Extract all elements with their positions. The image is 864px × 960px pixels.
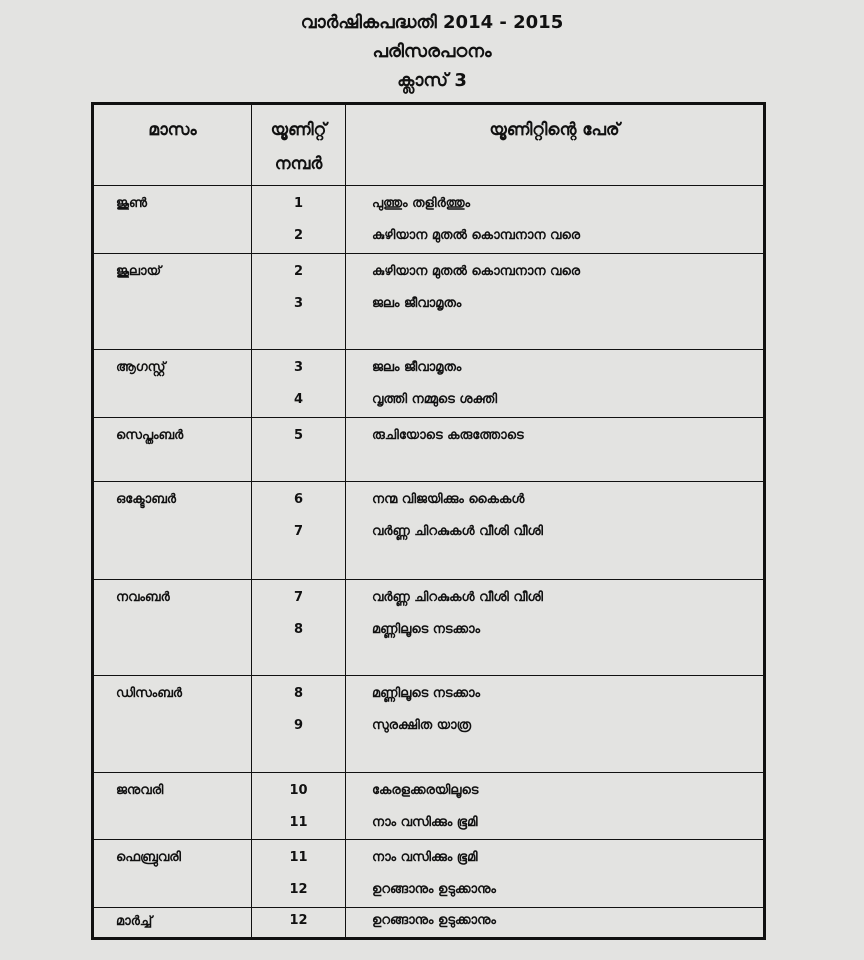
unit-number-cell xyxy=(252,676,346,773)
month-cell: ഡിസംബർ xyxy=(94,676,252,773)
unit-number: 4 xyxy=(293,392,304,408)
table-row xyxy=(94,350,764,417)
month-cell: ഒക്ടോബർ xyxy=(94,482,252,580)
unit-name: കേരളക്കരയിലൂടെ xyxy=(372,782,479,798)
unit-name-cell xyxy=(346,676,764,773)
unit-name-cell xyxy=(346,350,764,417)
header-unit-name: യൂണിറ്റിന്റെ പേര് xyxy=(346,105,764,186)
unit-number: 3 xyxy=(293,295,304,311)
unit-number: 11 xyxy=(289,814,308,830)
table-row xyxy=(94,482,764,580)
month-cell: ജൂലായ് xyxy=(94,253,252,350)
unit-number: 1 xyxy=(293,196,304,212)
class-title: ക്ലാസ് 3 xyxy=(397,70,467,91)
unit-number: 8 xyxy=(293,686,304,702)
month-cell: ജൂൺ xyxy=(94,186,252,253)
plan-title: വാർഷികപദ്ധതി 2014 - 2015 xyxy=(300,12,564,33)
document-header xyxy=(0,8,864,95)
unit-number-cell xyxy=(252,772,346,839)
unit-name-cell xyxy=(346,417,764,481)
unit-name: ഉറങ്ങാനും ഉടുക്കാനും xyxy=(372,912,496,928)
unit-name: വൃത്തി നമ്മുടെ ശക്തി xyxy=(372,392,498,408)
table-row xyxy=(94,840,764,907)
unit-name: ജലം ജീവാമൃതം xyxy=(372,295,462,311)
table-row xyxy=(94,772,764,839)
unit-number: 12 xyxy=(289,882,308,898)
table-row xyxy=(94,186,764,253)
unit-name: ഉറങ്ങാനും ഉടുക്കാനും xyxy=(372,882,496,898)
unit-number: 6 xyxy=(293,492,304,508)
unit-name: കുഴിയാന മുതൽ കൊമ്പനാന വരെ xyxy=(372,228,581,244)
annual-plan-table xyxy=(91,102,766,940)
unit-number: 2 xyxy=(293,263,304,279)
table-header-row xyxy=(94,105,764,186)
unit-name-cell xyxy=(346,840,764,907)
header-month: മാസം xyxy=(94,105,252,186)
unit-number-cell xyxy=(252,907,346,937)
header-unit-number xyxy=(252,105,346,186)
month-cell: സെപ്തംബർ xyxy=(94,417,252,481)
header-unit-number-line1: യൂണിറ്റ് xyxy=(270,120,327,140)
unit-name: മണ്ണിലൂടെ നടക്കാം xyxy=(372,621,481,637)
unit-name-cell xyxy=(346,907,764,937)
unit-name-cell xyxy=(346,253,764,350)
subject-title: പരിസരപഠനം xyxy=(372,41,492,62)
unit-number-cell xyxy=(252,482,346,580)
unit-number: 7 xyxy=(293,524,304,540)
unit-number: 2 xyxy=(293,228,304,244)
month-cell: ജനുവരി xyxy=(94,772,252,839)
table-row xyxy=(94,579,764,676)
unit-name: ജലം ജീവാമൃതം xyxy=(372,360,462,376)
unit-name: നാം വസിക്കും ഭൂമി xyxy=(372,814,478,830)
unit-number-cell xyxy=(252,253,346,350)
unit-number: 3 xyxy=(293,360,304,376)
unit-name: സുരക്ഷിത യാത്ര xyxy=(372,718,472,734)
unit-number-cell xyxy=(252,350,346,417)
unit-name: മണ്ണിലൂടെ നടക്കാം xyxy=(372,686,481,702)
month-cell: മാർച്ച് xyxy=(94,907,252,937)
unit-name: പുത്തും തളിർത്തും xyxy=(372,196,471,212)
table-row xyxy=(94,417,764,481)
table-row xyxy=(94,907,764,937)
unit-name: രുചിയോടെ കരുത്തോടെ xyxy=(372,427,524,443)
table-row xyxy=(94,253,764,350)
unit-number: 8 xyxy=(293,621,304,637)
header-unit-number-line2: നമ്പർ xyxy=(274,154,323,174)
unit-name: കുഴിയാന മുതൽ കൊമ്പനാന വരെ xyxy=(372,263,581,279)
unit-number-cell xyxy=(252,579,346,676)
unit-name-cell xyxy=(346,579,764,676)
month-cell: നവംബർ xyxy=(94,579,252,676)
unit-number-cell xyxy=(252,186,346,253)
unit-number: 9 xyxy=(293,718,304,734)
month-cell: ഫെബ്രുവരി xyxy=(94,840,252,907)
unit-name-cell xyxy=(346,772,764,839)
unit-number: 12 xyxy=(289,912,308,928)
plan-grid xyxy=(93,104,764,938)
month-cell: ആഗസ്റ്റ് xyxy=(94,350,252,417)
unit-number: 10 xyxy=(289,782,308,798)
unit-name-cell xyxy=(346,482,764,580)
unit-number: 7 xyxy=(293,589,304,605)
unit-name: നാം വസിക്കും ഭൂമി xyxy=(372,850,478,866)
unit-name: വർണ്ണ ചിറകുകൾ വീശി വീശി xyxy=(372,589,543,605)
unit-name: വർണ്ണ ചിറകുകൾ വീശി വീശി xyxy=(372,524,543,540)
unit-name: നന്മ വിജയിക്കും കൈകൾ xyxy=(372,492,525,508)
unit-number-cell xyxy=(252,840,346,907)
unit-number-cell xyxy=(252,417,346,481)
unit-name-cell xyxy=(346,186,764,253)
table-row xyxy=(94,676,764,773)
unit-number: 11 xyxy=(289,850,308,866)
unit-number: 5 xyxy=(293,427,304,443)
